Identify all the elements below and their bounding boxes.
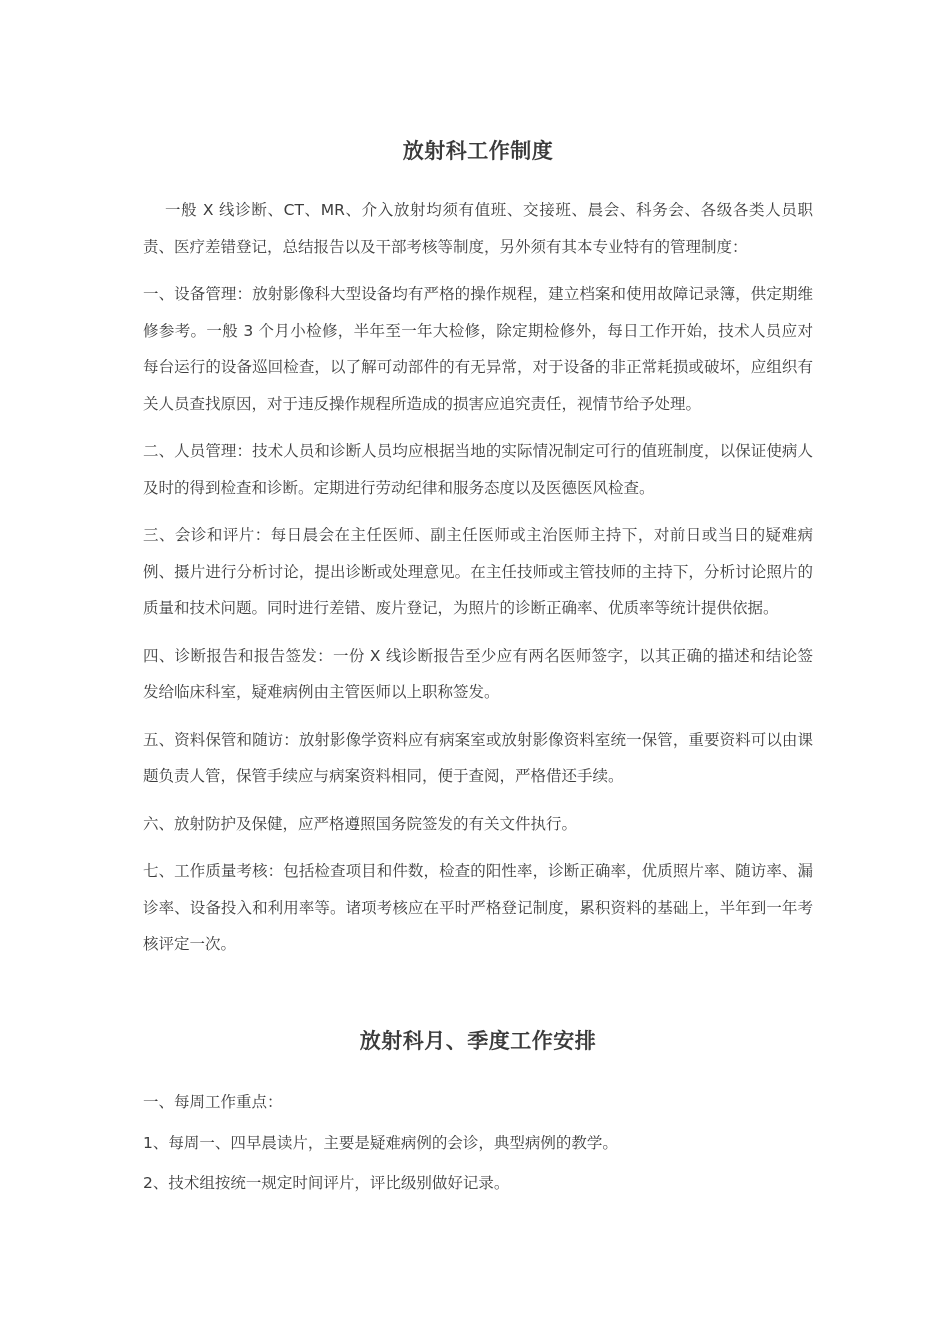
rule-report-signing: 四、诊断报告和报告签发：一份 X 线诊断报告至少应有两名医师签字，以其正确的描述和结论签发给临床科室，疑难病例由主管医师以上职称签发。 — [143, 646, 813, 701]
rule-quality-assessment: 七、工作质量考核：包括检查项目和件数，检查的阳性率，诊断正确率，优质照片率、随访率、漏诊率、设备投入和利用率等。诸项考核应在平时严格登记制度，累积资料的基础上，半年到一年考核评定一次。 — [143, 862, 813, 953]
schedule-title: 放射科月、季度工作安排 — [359, 1029, 597, 1053]
document-title: 放射科工作制度 — [402, 139, 554, 163]
rule-personnel-management: 二、人员管理：技术人员和诊断人员均应根据当地的实际情况制定可行的值班制度，以保证使病人及时的得到检查和诊断。定期进行劳动纪律和服务态度以及医德医风检查。 — [143, 442, 813, 497]
rule-consultation-review: 三、会诊和评片：每日晨会在主任医师、副主任医师或主治医师主持下，对前日或当日的疑难病例、摄片进行分析讨论，提出诊断或处理意见。在主任技师或主管技师的主持下，分析讨论照片的质量和技术问题。同时进行差错、废片登记，为照片的诊断正确率、优质率等统计提供依据。 — [143, 526, 813, 617]
schedule-item-1: 1、每周一、四早晨读片，主要是疑难病例的会诊，典型病例的教学。 — [143, 1133, 618, 1152]
weekly-focus-heading: 一、每周工作重点： — [143, 1093, 283, 1111]
rule-radiation-protection: 六、放射防护及保健，应严格遵照国务院签发的有关文件执行。 — [143, 814, 578, 833]
work-rules-section — [143, 192, 813, 974]
schedule-item-2: 2、技术组按统一规定时间评片，评比级别做好记录。 — [143, 1174, 510, 1192]
schedule-section — [143, 1084, 813, 1206]
rule-data-archiving: 五、资料保管和随访：放射影像学资料应有病案室或放射影像资料室统一保管，重要资料可以由课题负责人管，保管手续应与病案资料相同，便于查阅，严格借还手续。 — [143, 730, 813, 785]
intro-paragraph: 一般 X 线诊断、CT、MR、介入放射均须有值班、交接班、晨会、科务会、各级各类人员职责、医疗差错登记，总结报告以及干部考核等制度，另外须有其本专业特有的管理制度： — [143, 201, 813, 256]
rule-equipment-management: 一、设备管理：放射影像科大型设备均有严格的操作规程，建立档案和使用故障记录簿，供定期维修参考。一般 3 个月小检修，半年至一年大检修，除定期检修外，每日工作开始，技术人员应对每台运行的设备巡回检查，以了解可动部件的有无异常，对于设备的非正常耗损或破坏，应组织有关人员查找原因，对于违反操作规程所造成的损害应追究责任，视情节给予处理。 — [143, 285, 813, 413]
